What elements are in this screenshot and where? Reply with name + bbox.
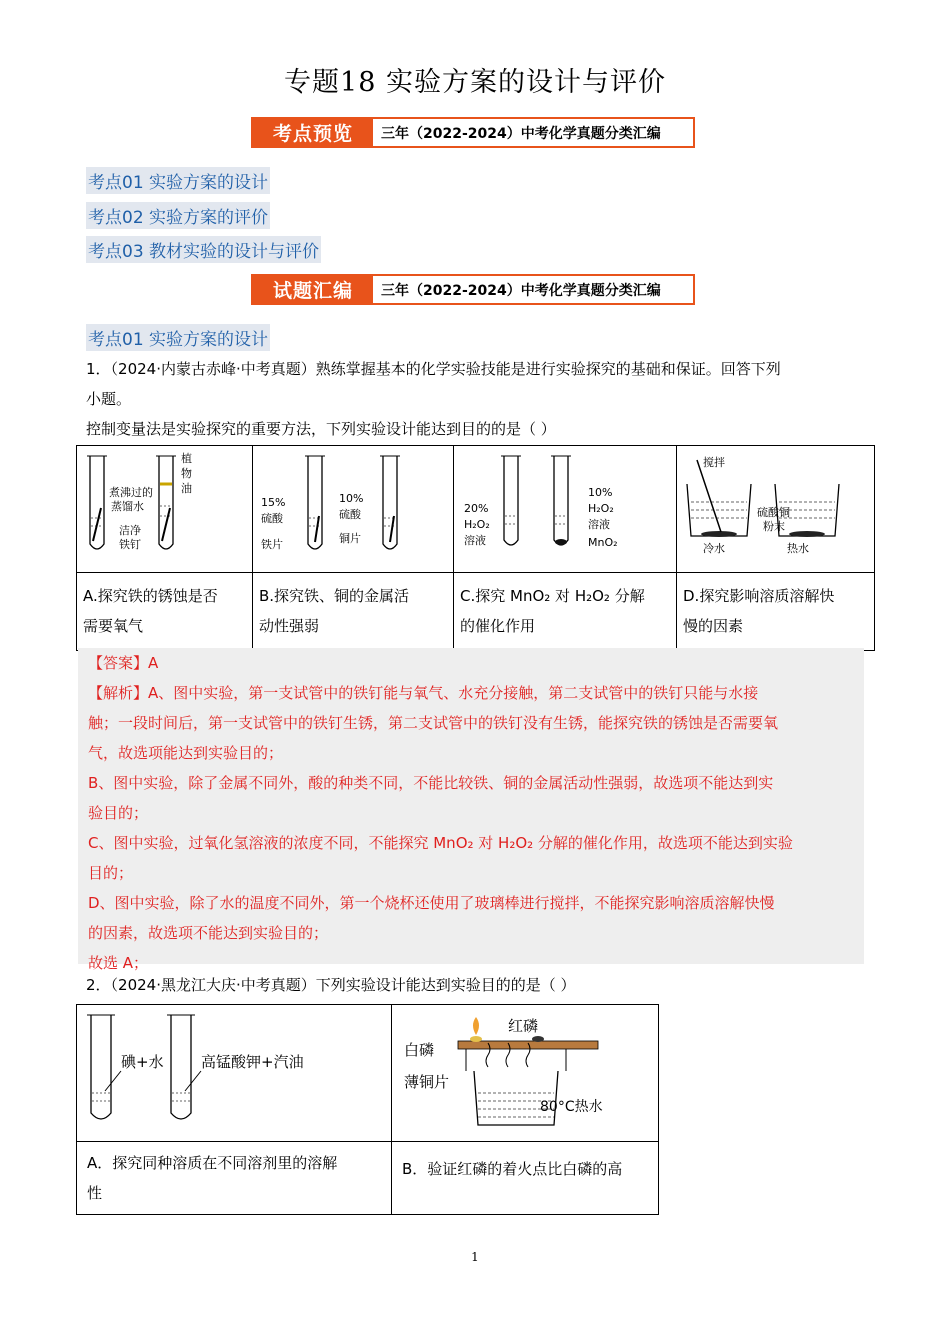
fig-label: 蒸馏水 [111,500,144,513]
banner-tag: 考点预览 [253,119,373,146]
question-2-stem: 2．（2024·黑龙江大庆·中考真题）下列实验设计能达到实验目的的是（ ） [86,976,576,994]
fig-label: 高锰酸钾+汽油 [201,1053,304,1071]
option-a [77,573,253,651]
fig-label: H₂O₂ [464,518,490,531]
fig-label: 硫酸 [261,512,283,525]
fig-label: 10% [339,492,364,505]
metal-activity-figure [253,446,453,568]
option-line: 需要氧气 [83,617,144,635]
figure-2a-cell [77,1005,392,1142]
page-title: 专题18 实验方案的设计与评价 [284,67,666,98]
fig-label: 80°C热水 [540,1099,603,1115]
exercises-banner [251,274,695,305]
stem-line: 1．（2024·内蒙古赤峰·中考真题）熟练掌握基本的化学实验技能是进行实验探究的基础和保证。回答下列 [86,360,781,378]
toc-item-3[interactable]: 考点03 教材实验的设计与评价 [86,236,321,263]
catalyst-figure [454,446,676,568]
fig-label: 煮沸过的 [109,486,153,499]
answer-analysis-block [78,648,864,972]
fig-label: 洁净 [119,524,141,537]
figure-2b-cell [392,1005,659,1142]
analysis-line: 的因素，故选项不能达到实验目的； [88,924,329,942]
q2-option-a [77,1142,392,1215]
option-line: C.探究 MnO₂ 对 H₂O₂ 分解 [460,587,645,605]
stem-line: 小题。 [86,390,132,408]
fig-label: 物 [181,467,192,480]
toc-item-2[interactable]: 考点02 实验方案的评价 [86,202,270,229]
fig-label: 铁钉 [119,538,141,551]
option-line: A.探究铁的锈蚀是否 [83,587,218,605]
analysis-line: B、图中实验，除了金属不同外，酸的种类不同，不能比较铁、铜的金属活动性强弱，故选项不能达到实 [88,774,774,792]
fig-label: 10% [588,486,613,499]
ignition-point-figure [392,1005,658,1137]
section-heading: 考点01 实验方案的设计 [86,324,270,351]
banner-caption: 三年（2022-2024）中考化学真题分类汇编 [381,282,661,299]
analysis-line: C、图中实验，过氧化氢溶液的浓度不同，不能探究 MnO₂ 对 H₂O₂ 分解的催化作用，故选项不能达到实验 [88,834,793,852]
page-number: 1 [471,1250,479,1264]
fig-label: 搅拌 [703,456,725,469]
fig-label: 白磷 [404,1041,435,1059]
iron-rust-figure [77,446,252,568]
fig-label: 溶液 [588,518,610,531]
fig-label: 硫酸铜 [757,506,790,519]
analysis-line: 验目的； [88,804,149,822]
fig-label: H₂O₂ [588,502,614,515]
banner-tag: 试题汇编 [253,276,373,303]
option-c [454,573,677,651]
analysis-line: 【解析】A、图中实验，第一支试管中的铁钉能与氧气、水充分接触，第二支试管中的铁钉只能与水接 [88,684,759,702]
answer: 【答案】A [88,654,159,672]
fig-label: 油 [181,482,192,495]
figure-a-cell [77,446,253,573]
q2-option-b [392,1142,659,1215]
fig-label: 粉末 [763,520,785,533]
fig-label: 红磷 [508,1017,539,1035]
figure-d-cell [677,446,875,573]
fig-label: 冷水 [703,542,725,555]
fig-label: 铜片 [339,532,361,545]
option-line: B．验证红磷的着火点比白磷的高 [402,1160,623,1178]
banner-caption: 三年（2022-2024）中考化学真题分类汇编 [381,125,661,142]
option-line: B.探究铁、铜的金属活 [259,587,410,605]
fig-label: 硫酸 [339,508,361,521]
fig-label: 铁片 [261,538,283,551]
option-d [677,573,875,651]
analysis-line: 目的； [88,864,134,882]
question-1-stem [86,354,866,444]
question-2-table [76,1004,659,1215]
stem-line: 控制变量法是实验探究的重要方法，下列实验设计能达到目的的是（ ） [86,420,556,438]
preview-banner [251,117,695,148]
question-1-table [76,445,875,651]
option-b [253,573,454,651]
option-line: D.探究影响溶质溶解快 [683,587,835,605]
fig-label: 碘+水 [121,1053,164,1071]
option-line: 性 [87,1184,103,1202]
option-line: 动性强弱 [259,617,320,635]
fig-label: 溶液 [464,534,486,547]
analysis-line: 故选 A； [88,954,149,972]
fig-label: MnO₂ [588,536,618,549]
analysis-line: 触；一段时间后，第一支试管中的铁钉生锈，第二支试管中的铁钉没有生锈，能探究铁的锈蚀是否需要氧 [88,714,779,732]
analysis-line: D、图中实验，除了水的温度不同外，第一个烧杯还使用了玻璃棒进行搅拌，不能探究影响溶质溶解快慢 [88,894,775,912]
option-line: 慢的因素 [683,617,744,635]
dissolution-figure [677,446,874,568]
toc-item-1[interactable]: 考点01 实验方案的设计 [86,167,270,194]
analysis-line: 气，故选项能达到实验目的； [88,744,284,762]
option-line: 的催化作用 [460,617,536,635]
fig-label: 植 [181,452,192,465]
option-line: A．探究同种溶质在不同溶剂里的溶解 [87,1154,338,1172]
fig-label: 薄铜片 [404,1073,450,1091]
fig-label: 20% [464,502,489,515]
figure-c-cell [454,446,677,573]
figure-b-cell [253,446,454,573]
fig-label: 15% [261,496,286,509]
solubility-figure [77,1005,391,1137]
fig-label: 热水 [787,542,809,555]
